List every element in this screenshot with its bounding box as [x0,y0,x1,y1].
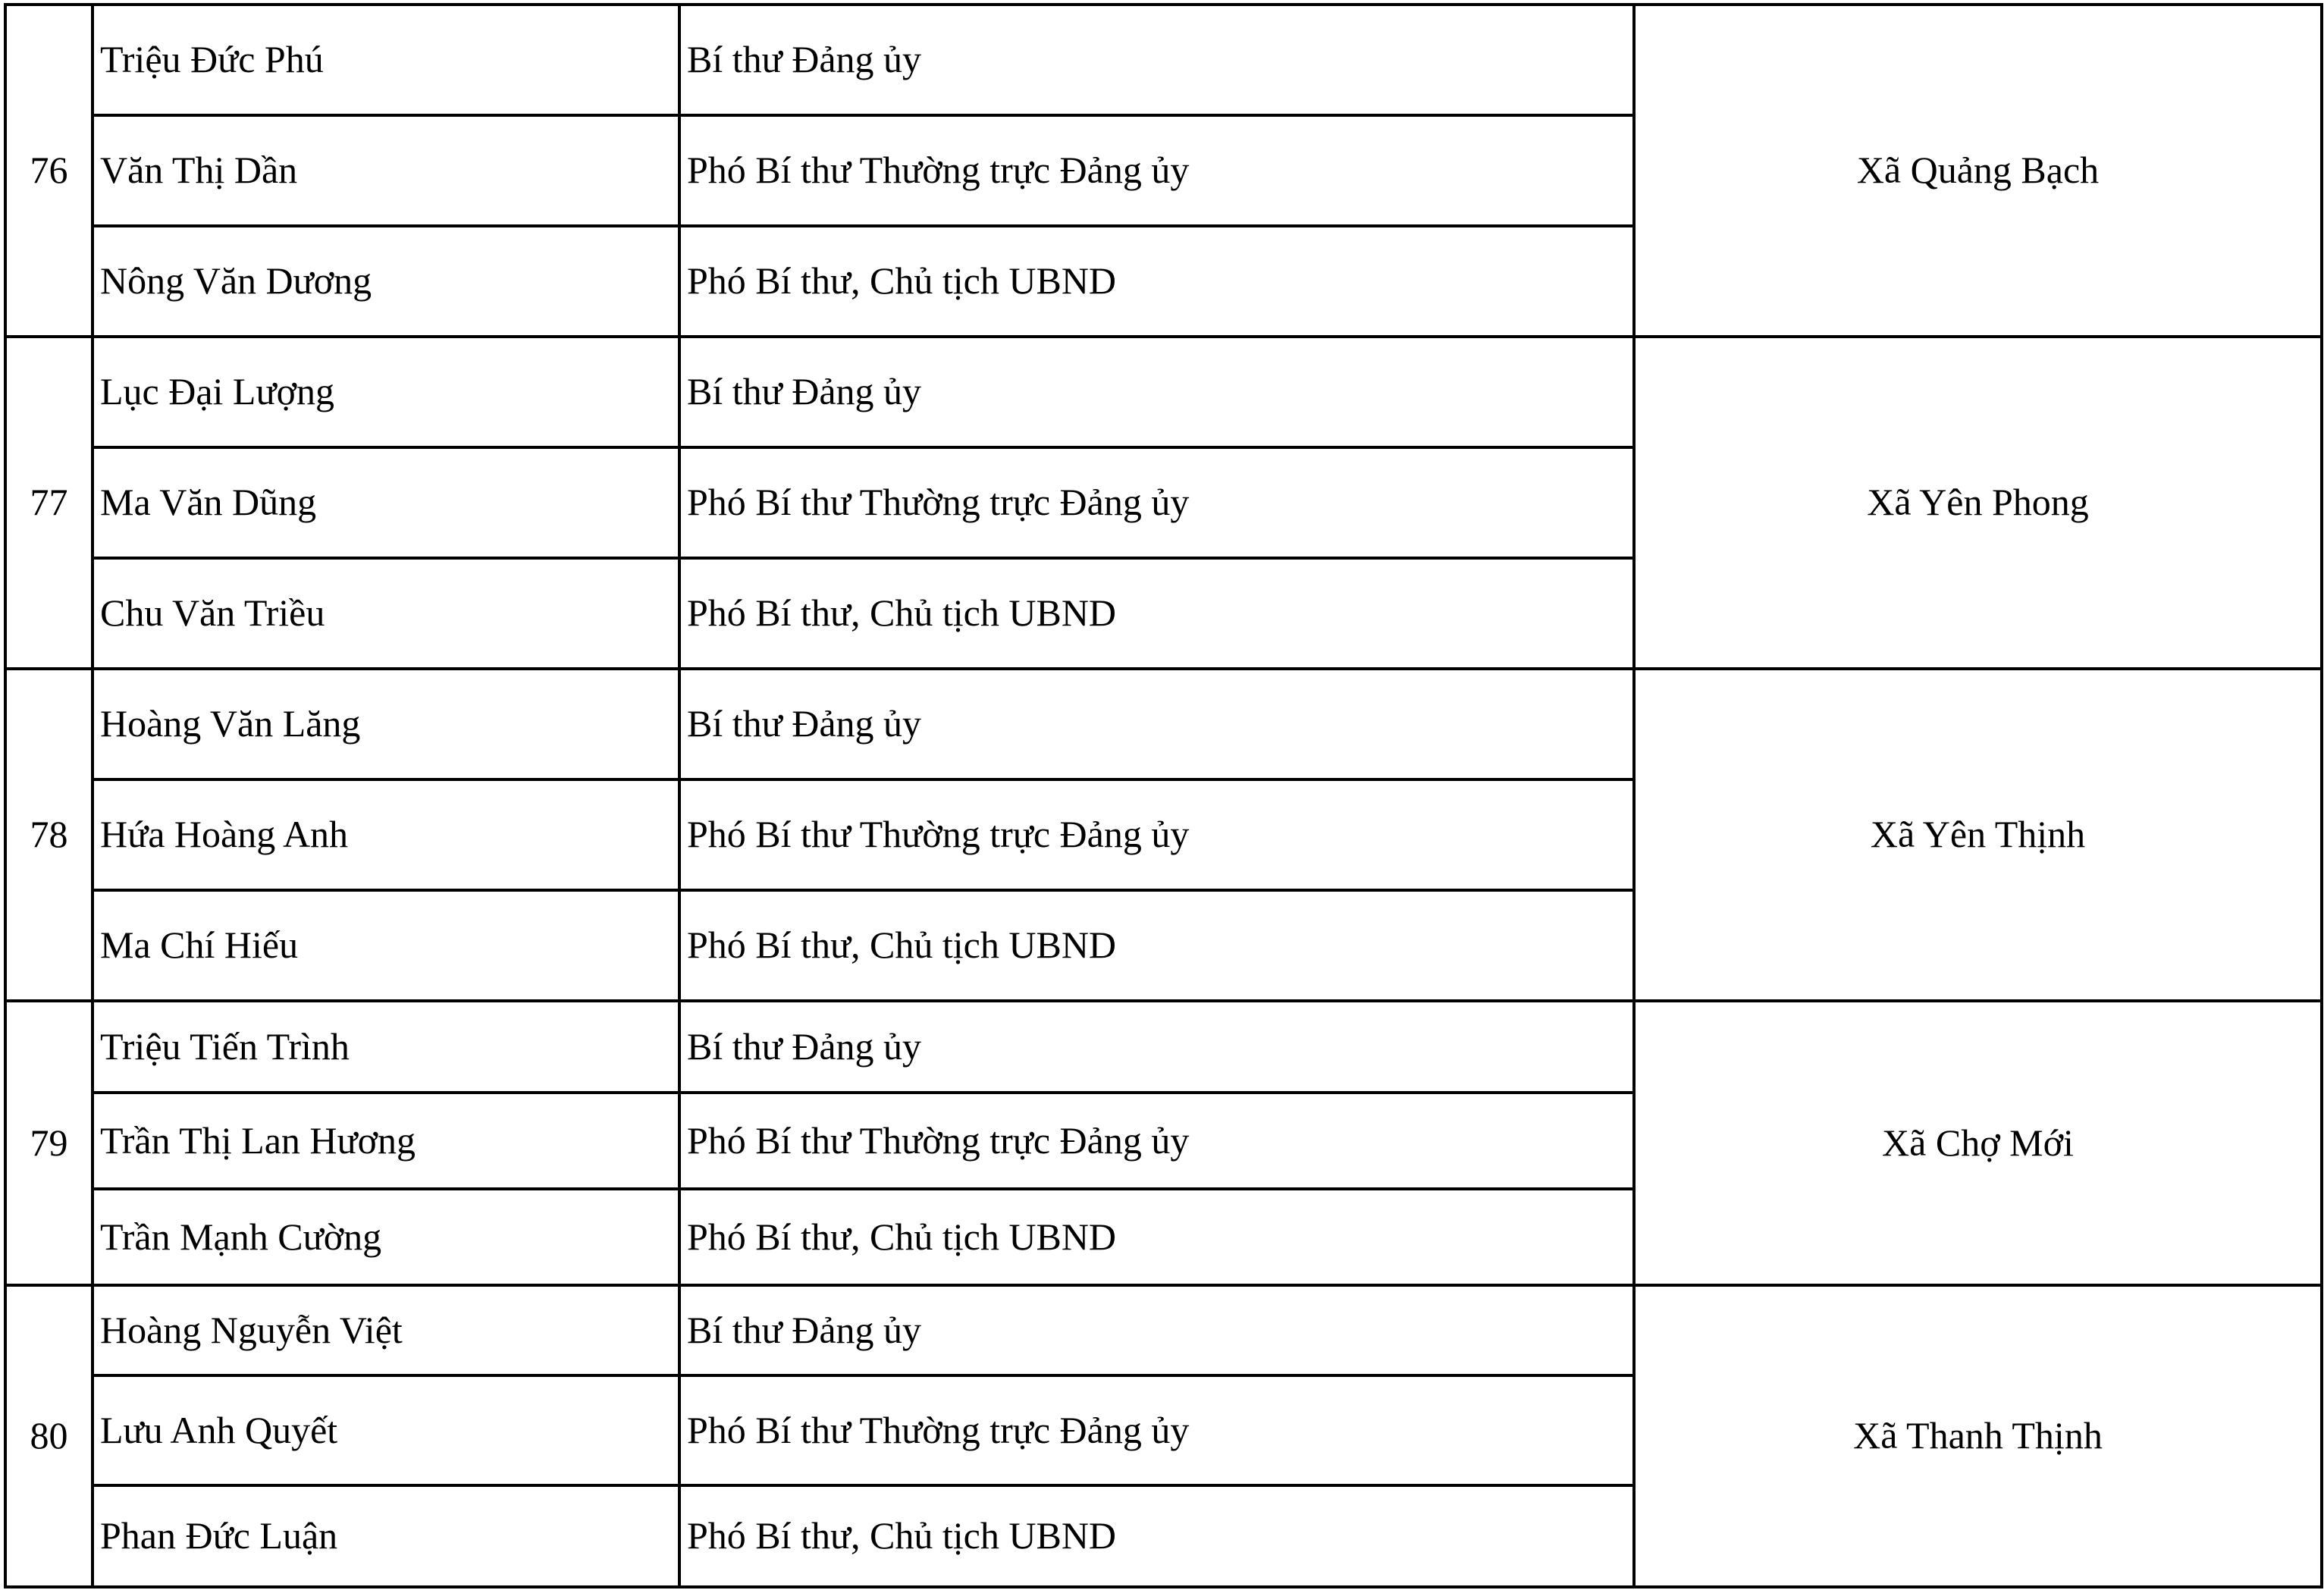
table-row [5,337,2322,447]
position-cell: Phó Bí thư Thường trực Đảng ủy [679,447,1634,558]
position-cell: Bí thư Đảng ủy [679,669,1634,779]
name-cell: Hoàng Văn Lăng [93,669,679,779]
stt-cell: 76 [5,5,93,337]
stt-cell: 78 [5,669,93,1001]
name-cell: Triệu Tiến Trình [93,1001,679,1093]
position-cell: Bí thư Đảng ủy [679,1001,1634,1093]
commune-cell: Xã Yên Phong [1634,337,2322,669]
name-cell: Trần Thị Lan Hương [93,1093,679,1189]
stt-cell: 80 [5,1285,93,1587]
commune-cell: Xã Quảng Bạch [1634,5,2322,337]
name-cell: Lưu Anh Quyết [93,1375,679,1485]
commune-cell: Xã Thanh Thịnh [1634,1285,2322,1587]
position-cell: Phó Bí thư, Chủ tịch UBND [679,558,1634,669]
position-cell: Bí thư Đảng ủy [679,5,1634,115]
officials-table [4,3,2323,1588]
name-cell: Lục Đại Lượng [93,337,679,447]
position-cell: Phó Bí thư, Chủ tịch UBND [679,1189,1634,1285]
commune-cell: Xã Yên Thịnh [1634,669,2322,1001]
position-cell: Phó Bí thư Thường trực Đảng ủy [679,1375,1634,1485]
name-cell: Phan Đức Luận [93,1485,679,1587]
table-row [5,669,2322,779]
position-cell: Phó Bí thư, Chủ tịch UBND [679,1485,1634,1587]
name-cell: Văn Thị Dần [93,115,679,226]
name-cell: Trần Mạnh Cường [93,1189,679,1285]
name-cell: Nông Văn Dương [93,226,679,337]
table-row [5,1001,2322,1093]
position-cell: Phó Bí thư, Chủ tịch UBND [679,226,1634,337]
position-cell: Bí thư Đảng ủy [679,1285,1634,1375]
name-cell: Ma Văn Dũng [93,447,679,558]
name-cell: Hứa Hoàng Anh [93,779,679,890]
position-cell: Phó Bí thư Thường trực Đảng ủy [679,115,1634,226]
position-cell: Phó Bí thư Thường trực Đảng ủy [679,779,1634,890]
name-cell: Ma Chí Hiếu [93,890,679,1001]
name-cell: Triệu Đức Phú [93,5,679,115]
position-cell: Phó Bí thư, Chủ tịch UBND [679,890,1634,1001]
position-cell: Phó Bí thư Thường trực Đảng ủy [679,1093,1634,1189]
position-cell: Bí thư Đảng ủy [679,337,1634,447]
name-cell: Hoàng Nguyễn Việt [93,1285,679,1375]
name-cell: Chu Văn Triều [93,558,679,669]
stt-cell: 77 [5,337,93,669]
stt-cell: 79 [5,1001,93,1285]
commune-cell: Xã Chợ Mới [1634,1001,2322,1285]
table-row [5,5,2322,115]
table-row [5,1285,2322,1375]
